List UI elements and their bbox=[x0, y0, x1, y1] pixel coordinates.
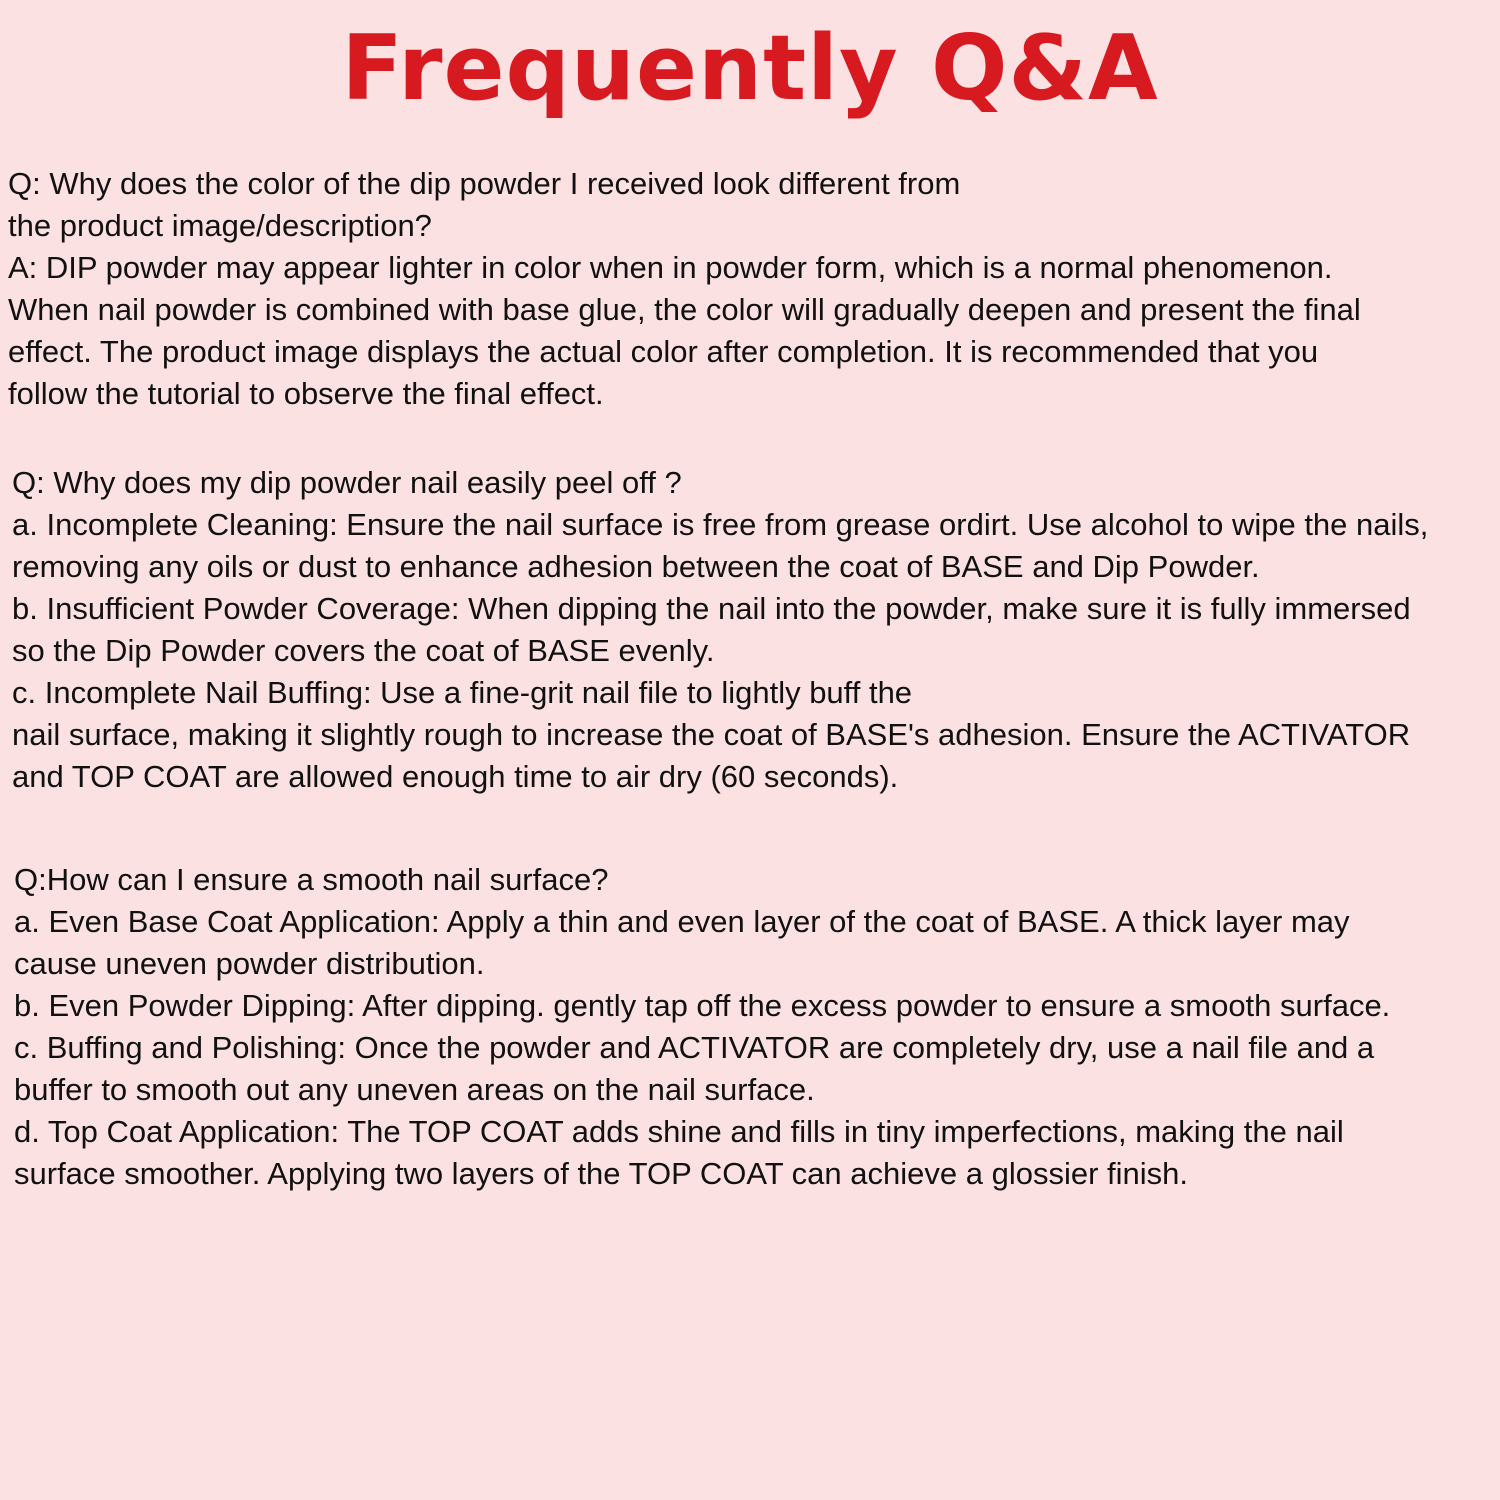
question-line: Q:How can I ensure a smooth nail surface? bbox=[14, 862, 609, 897]
answer-line: nail surface, making it slightly rough to increase the coat of BASE's adhesion. Ensure the ACTIVATOR bbox=[12, 717, 1411, 752]
answer-line: follow the tutorial to observe the final effect. bbox=[8, 376, 604, 411]
answer-line: a. Even Base Coat Application: Apply a thin and even layer of the coat of BASE. A thick layer may bbox=[14, 904, 1350, 939]
page-title: Frequently Q&A bbox=[341, 16, 1159, 121]
question-line: Q: Why does my dip powder nail easily peel off ? bbox=[12, 465, 682, 500]
answer-line: d. Top Coat Application: The TOP COAT adds shine and fills in tiny imperfections, making the nail bbox=[14, 1114, 1344, 1149]
qa-color-difference bbox=[8, 163, 1361, 415]
answer-line: cause uneven powder distribution. bbox=[14, 946, 485, 981]
answer-line: effect. The product image displays the actual color after completion. It is recommended that you bbox=[8, 334, 1319, 369]
qa-peel-off bbox=[12, 462, 1428, 798]
answer-line: a. Incomplete Cleaning: Ensure the nail surface is free from grease ordirt. Use alcohol to wipe the nails, bbox=[12, 507, 1429, 542]
answer-line: b. Even Powder Dipping: After dipping. gently tap off the excess powder to ensure a smooth surface. bbox=[14, 988, 1391, 1023]
answer-line: b. Insufficient Powder Coverage: When dipping the nail into the powder, make sure it is fully immersed bbox=[12, 591, 1411, 626]
answer-line: surface smoother. Applying two layers of the TOP COAT can achieve a glossier finish. bbox=[14, 1156, 1189, 1191]
answer-line: and TOP COAT are allowed enough time to air dry (60 seconds). bbox=[12, 759, 899, 794]
answer-line: buffer to smooth out any uneven areas on the nail surface. bbox=[14, 1072, 815, 1107]
qa-smooth-surface bbox=[14, 859, 1390, 1195]
answer-line: A: DIP powder may appear lighter in color when in powder form, which is a normal phenomenon. bbox=[8, 250, 1333, 285]
answer-line: When nail powder is combined with base glue, the color will gradually deepen and present the final bbox=[8, 292, 1361, 327]
answer-line: c. Incomplete Nail Buffing: Use a fine-grit nail file to lightly buff the bbox=[12, 675, 913, 710]
answer-line: so the Dip Powder covers the coat of BASE evenly. bbox=[12, 633, 715, 668]
question-line: the product image/description? bbox=[8, 208, 432, 243]
answer-line: removing any oils or dust to enhance adhesion between the coat of BASE and Dip Powder. bbox=[12, 549, 1260, 584]
question-line: Q: Why does the color of the dip powder I received look different from bbox=[8, 166, 961, 201]
answer-line: c. Buffing and Polishing: Once the powder and ACTIVATOR are completely dry, use a nail file and a bbox=[14, 1030, 1375, 1065]
